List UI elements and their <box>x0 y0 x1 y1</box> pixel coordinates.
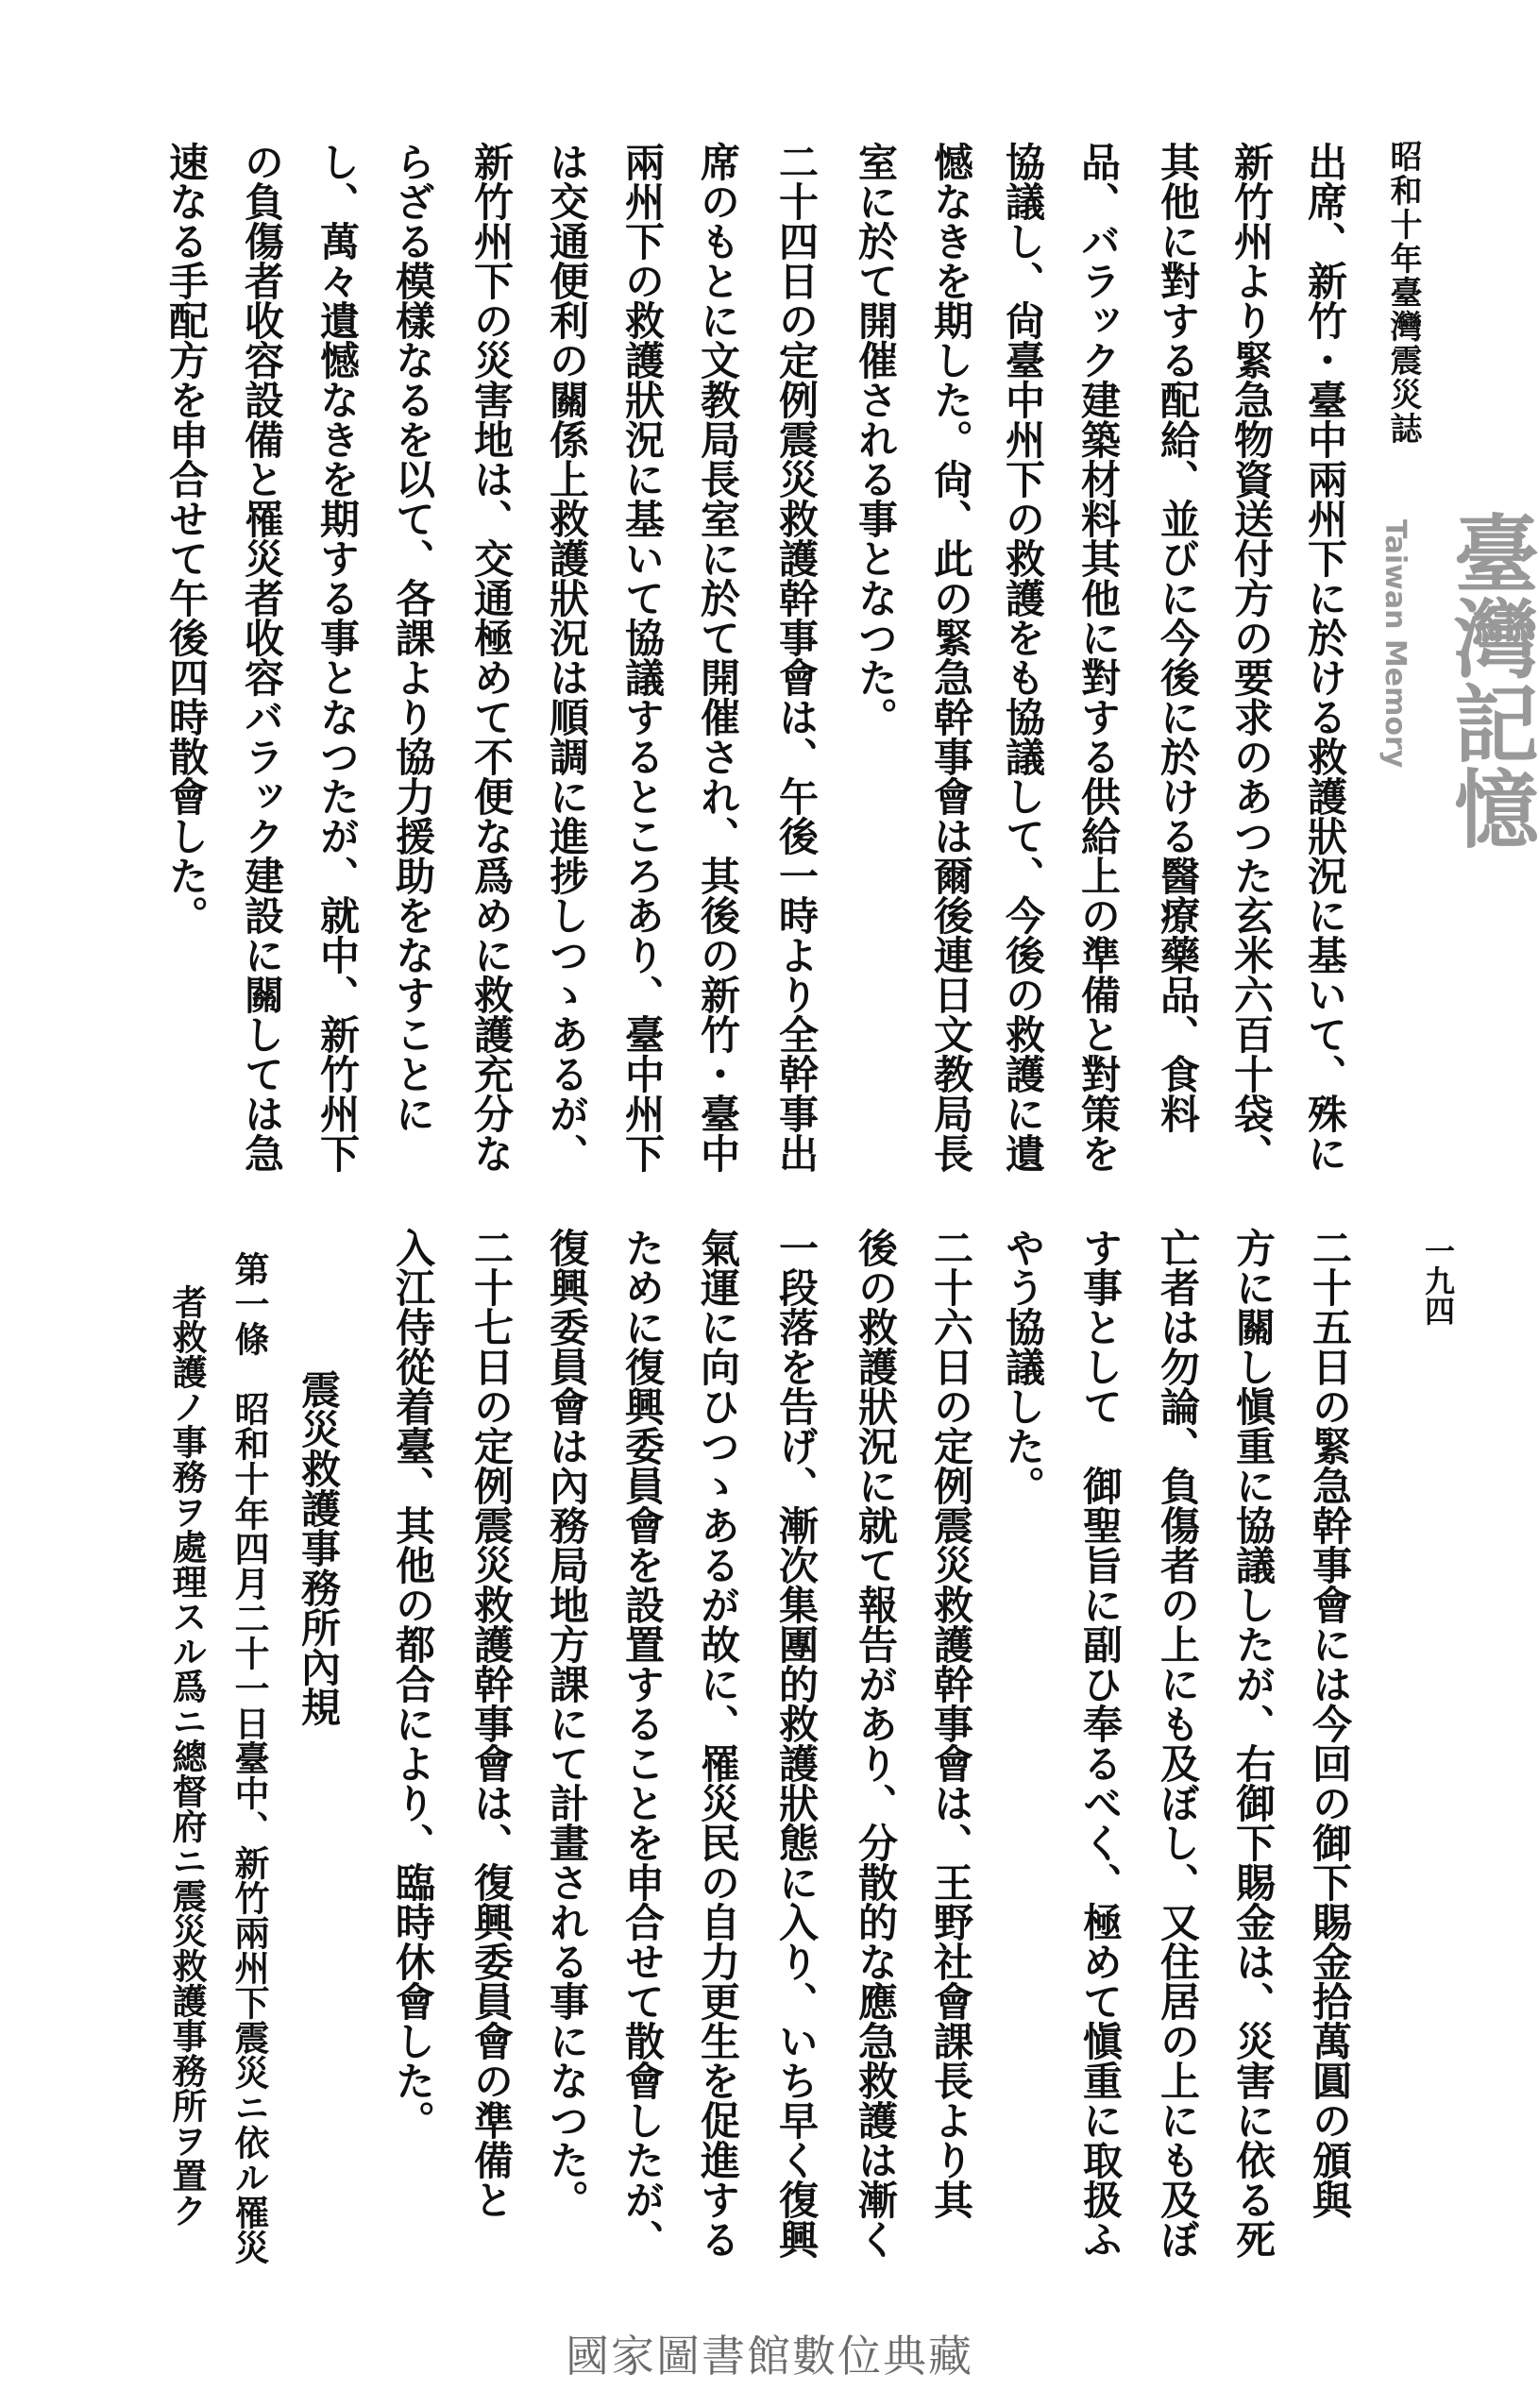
text-column: 新竹州下の災害地は、交通極めて不便な爲めに救護充分な <box>468 142 515 1173</box>
text-column: 新竹州より緊急物資送付方の要求のあつた玄米六百十袋、 <box>1228 142 1275 1173</box>
text-column: 出席、新竹・臺中兩州下に於ける救護狀況に基いて、殊に <box>1302 142 1348 1173</box>
text-column: 其他に對する配給、並びに今後に於ける醫療藥品、食料 <box>1155 142 1201 1133</box>
text-column: 協議し、尙臺中州下の救護をも協議して、今後の救護に遺 <box>1000 142 1046 1173</box>
text-column: 復興委員會は內務局地方課にて計畫される事になつた。 <box>544 1228 590 2219</box>
text-column: す事として 御聖旨に副ひ奉るべく、極めて愼重に取扱ふ <box>1077 1228 1124 2259</box>
text-column: 二十四日の定例震災救護幹事會は、午後一時より全幹事出 <box>773 142 820 1173</box>
article-1-line-1: 第一條 昭和十年四月二十一日臺中、新竹兩州下震災ニ依ル罹災 <box>228 1251 270 2264</box>
text-column: 席のもとに文教局長室に於て開催され、其後の新竹・臺中 <box>695 142 741 1173</box>
text-column: 憾なきを期した。尙、此の緊急幹事會は爾後連日文教局長 <box>928 142 974 1173</box>
text-column: 室に於て開催される事となつた。 <box>853 142 899 737</box>
text-column: 兩州下の救護狀況に基いて協議するところあり、臺中州下 <box>619 142 666 1173</box>
footer-credit: 國家圖書館數位典藏 <box>566 2331 973 2382</box>
watermark-logo <box>1378 510 1539 907</box>
watermark-sub-text: Taiwan Memory <box>1378 519 1412 769</box>
text-column: ために復興委員會を設置することを申合せて散會したが、 <box>619 1228 666 2259</box>
page-number: 一九四 <box>1420 1235 1456 1326</box>
text-column: し、萬々遺憾なきを期する事となつたが、就中、新竹州下 <box>314 142 361 1173</box>
text-column: 亡者は勿論、負傷者の上にも及ぼし、又住居の上にも及ぼ <box>1155 1228 1201 2259</box>
text-column: らざる模樣なるを以て、各課より協力援助をなすことに <box>390 142 436 1133</box>
watermark-main-text: 臺灣記憶 <box>1439 510 1539 850</box>
article-1-line-2: 者救護ノ事務ヲ處理スル爲ニ總督府ニ震災救護事務所ヲ置ク <box>166 1284 208 2228</box>
text-column: 一段落を告げ、漸次集團的救護狀態に入り、いち早く復興 <box>773 1228 820 2259</box>
text-column: やう協議した。 <box>1000 1228 1046 1505</box>
text-column: 二十六日の定例震災救護幹事會は、王野社會課長より其 <box>928 1228 974 2219</box>
section-heading: 震災救護事務所內規 <box>296 1369 342 1726</box>
running-header: 昭和十年臺灣震災誌 <box>1384 140 1422 446</box>
text-column: 方に關し愼重に協議したが、右御下賜金は、災害に依る死 <box>1230 1228 1277 2259</box>
text-column: 入江侍從着臺、其他の都合により、臨時休會した。 <box>390 1228 436 2140</box>
text-column: の負傷者收容設備と罹災者收容バラック建設に關しては急 <box>239 142 285 1173</box>
text-column: 二十五日の緊急幹事會には今回の御下賜金拾萬圓の頒與 <box>1307 1228 1353 2219</box>
text-column: 後の救護狀況に就て報告があり、分散的な應急救護は漸く <box>853 1228 899 2259</box>
text-column: 速なる手配方を申合せて午後四時散會した。 <box>163 142 210 935</box>
text-column: は交通便利の關係上救護狀況は順調に進捗しつゝあるが、 <box>544 142 590 1173</box>
text-column: 二十七日の定例震災救護幹事會は、復興委員會の準備と <box>468 1228 515 2219</box>
text-column: 氣運に向ひつゝあるが故に、罹災民の自力更生を促進する <box>695 1228 741 2259</box>
text-column: 品、バラック建築材料其他に對する供給上の準備と對策を <box>1075 142 1122 1173</box>
